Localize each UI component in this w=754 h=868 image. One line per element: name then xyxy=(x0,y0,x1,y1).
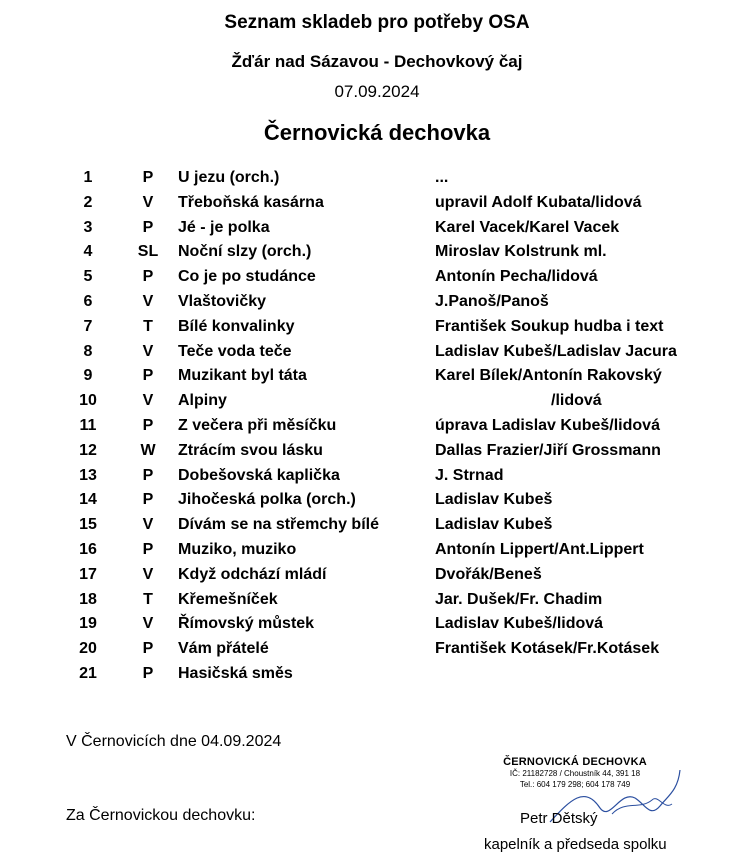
song-title: Hasičská směs xyxy=(178,664,293,682)
song-author: František Soukup hudba i text xyxy=(435,317,664,335)
song-type: V xyxy=(142,193,154,211)
song-type: P xyxy=(142,268,154,286)
song-author: Antonín Pecha/lidová xyxy=(435,268,598,286)
song-number: 14 xyxy=(79,491,97,509)
song-row xyxy=(0,439,754,464)
stamp-address: IČ: 21182728 / Choustník 44, 391 18 xyxy=(509,769,641,778)
song-type: P xyxy=(142,466,154,484)
signer-name: Petr Dětský xyxy=(520,810,598,827)
song-author: Antonín Lippert/Ant.Lippert xyxy=(435,540,644,558)
song-type: P xyxy=(142,540,154,558)
song-number: 8 xyxy=(83,342,93,360)
song-author: Miroslav Kolstrunk ml. xyxy=(435,243,607,261)
song-type: SL xyxy=(137,243,159,261)
song-type: P xyxy=(142,218,154,236)
song-number: 18 xyxy=(79,590,97,608)
song-title: Římovský můstek xyxy=(178,615,315,633)
song-author: Ladislav Kubeš/Ladislav Jacura xyxy=(435,342,677,360)
song-row xyxy=(0,290,754,315)
song-author: Karel Bílek/Antonín Rakovský xyxy=(435,367,662,385)
song-author: Dallas Frazier/Jiří Grossmann xyxy=(435,441,661,459)
song-row xyxy=(0,488,754,513)
song-number: 13 xyxy=(79,466,97,484)
song-number: 19 xyxy=(79,615,97,633)
song-author: J.Panoš/Panoš xyxy=(435,292,549,310)
song-row xyxy=(0,464,754,489)
song-number: 5 xyxy=(83,268,93,286)
song-type: V xyxy=(142,292,154,310)
song-row xyxy=(0,315,754,340)
song-number: 20 xyxy=(79,640,97,658)
song-author: úprava Ladislav Kubeš/lidová xyxy=(435,416,660,434)
song-title: Bílé konvalinky xyxy=(178,317,295,335)
song-row xyxy=(0,240,754,265)
song-number: 16 xyxy=(79,540,97,558)
song-author: Ladislav Kubeš xyxy=(435,491,553,509)
song-type: T xyxy=(143,590,153,608)
place-and-date: V Černovicích dne 04.09.2024 xyxy=(66,733,282,750)
song-type: P xyxy=(142,367,154,385)
song-row xyxy=(0,216,754,241)
song-type: V xyxy=(142,565,154,583)
song-number: 3 xyxy=(83,218,93,236)
song-type: V xyxy=(142,516,154,534)
song-author: František Kotásek/Fr.Kotásek xyxy=(435,640,660,658)
song-type: P xyxy=(142,491,154,509)
song-type: V xyxy=(142,615,154,633)
song-title: Noční slzy (orch.) xyxy=(178,243,312,261)
band-name: Černovická dechovka xyxy=(263,120,491,145)
song-number: 7 xyxy=(83,317,93,335)
song-number: 21 xyxy=(79,664,97,682)
event-date: 07.09.2024 xyxy=(334,82,420,101)
song-number: 17 xyxy=(79,565,97,583)
song-row xyxy=(0,612,754,637)
song-title: Vám přátelé xyxy=(178,640,269,658)
song-row xyxy=(0,364,754,389)
song-row xyxy=(0,389,754,414)
song-type: T xyxy=(143,317,153,335)
song-row xyxy=(0,538,754,563)
song-row xyxy=(0,191,754,216)
song-row xyxy=(0,414,754,439)
song-row xyxy=(0,563,754,588)
song-number: 4 xyxy=(83,243,93,261)
song-title: Teče voda teče xyxy=(178,342,292,360)
song-title: Jihočeská polka (orch.) xyxy=(178,491,356,509)
song-author: Jar. Dušek/Fr. Chadim xyxy=(435,590,603,608)
signer-role: kapelník a předseda spolku xyxy=(484,836,667,853)
song-row xyxy=(0,265,754,290)
song-type: W xyxy=(140,441,156,459)
song-author: Ladislav Kubeš/lidová xyxy=(435,615,604,633)
song-author: ... xyxy=(435,169,449,186)
song-type: V xyxy=(142,342,154,360)
song-title: Dobešovská kaplička xyxy=(178,466,340,484)
song-title: Když odchází mládí xyxy=(178,565,327,583)
song-author: upravil Adolf Kubata/lidová xyxy=(435,193,642,211)
song-row xyxy=(0,637,754,662)
song-title: Křemešníček xyxy=(178,590,278,608)
stamp-phone: Tel.: 604 179 298; 604 178 749 xyxy=(519,780,631,789)
song-title: Jé - je polka xyxy=(178,218,270,236)
song-row xyxy=(0,513,754,538)
song-number: 11 xyxy=(79,416,97,434)
song-type: P xyxy=(142,664,154,682)
song-number: 15 xyxy=(79,516,97,534)
song-author: Dvořák/Beneš xyxy=(435,565,542,583)
song-number: 10 xyxy=(79,392,97,410)
song-title: Muziko, muziko xyxy=(178,540,297,558)
song-title: Alpiny xyxy=(178,392,227,410)
event-subtitle: Žďár nad Sázavou - Dechovkový čaj xyxy=(231,52,523,71)
song-type: P xyxy=(142,416,154,434)
song-type: P xyxy=(142,169,154,186)
song-title: Ztrácím svou lásku xyxy=(178,441,323,459)
song-number: 6 xyxy=(83,292,93,310)
song-number: 1 xyxy=(83,169,93,186)
song-number: 12 xyxy=(79,441,97,459)
song-row xyxy=(0,166,754,191)
song-title: Vlaštovičky xyxy=(178,292,267,310)
song-number: 2 xyxy=(83,193,93,211)
song-title: Třeboňská kasárna xyxy=(178,193,324,211)
song-title: Dívám se na střemchy bílé xyxy=(178,516,379,534)
song-title: U jezu (orch.) xyxy=(178,169,280,186)
song-author: /lidová xyxy=(551,392,602,410)
stamp-name: ČERNOVICKÁ DECHOVKA xyxy=(503,756,647,768)
song-row xyxy=(0,588,754,613)
song-type: P xyxy=(142,640,154,658)
song-row xyxy=(0,662,754,687)
song-row xyxy=(0,340,754,365)
signature-label: Za Černovickou dechovku: xyxy=(66,807,256,824)
song-author: J. Strnad xyxy=(435,466,504,484)
song-type: V xyxy=(142,392,154,410)
song-title: Muzikant byl táta xyxy=(178,367,307,385)
song-author: Karel Vacek/Karel Vacek xyxy=(435,218,620,236)
song-number: 9 xyxy=(83,367,93,385)
song-title: Co je po studánce xyxy=(178,268,316,286)
song-list xyxy=(0,166,754,687)
document-title: Seznam skladeb pro potřeby OSA xyxy=(224,12,530,33)
song-title: Z večera při měsíčku xyxy=(178,416,337,434)
song-author: Ladislav Kubeš xyxy=(435,516,553,534)
